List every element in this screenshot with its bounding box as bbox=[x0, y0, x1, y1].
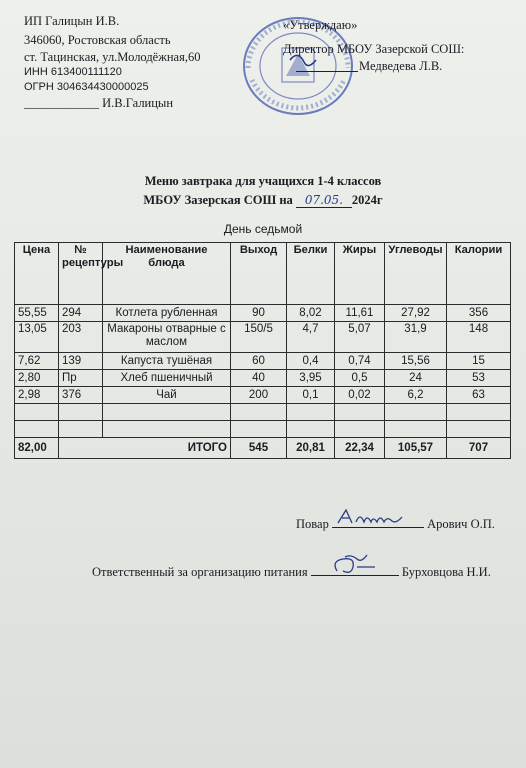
director-name: Медведева Л.В. bbox=[359, 59, 443, 73]
year-suffix: 2024г bbox=[351, 193, 383, 207]
responsible-signature-blank bbox=[311, 563, 399, 576]
cell-dish: Хлеб пшеничный bbox=[103, 370, 231, 387]
cell-recipe: 139 bbox=[59, 353, 103, 370]
table-row bbox=[15, 322, 511, 353]
cell-recipe: 294 bbox=[59, 305, 103, 322]
table-header-row bbox=[15, 243, 511, 305]
header-carbs: Углеводы bbox=[385, 243, 447, 305]
cell-fats: 0,74 bbox=[335, 353, 385, 370]
total-output: 545 bbox=[231, 438, 287, 459]
table-row bbox=[15, 387, 511, 404]
table-row bbox=[15, 353, 511, 370]
director-position: Директор МБОУ Зазерской СОШ: bbox=[283, 42, 465, 56]
table-row-empty bbox=[15, 404, 511, 421]
cell-price: 2,98 bbox=[15, 387, 59, 404]
school-prefix: МБОУ Зазерская СОШ на bbox=[143, 193, 293, 207]
cell-dish: Чай bbox=[103, 387, 231, 404]
total-price: 82,00 bbox=[15, 438, 59, 459]
cell-proteins: 0,1 bbox=[287, 387, 335, 404]
header-recipe-number: № рецептуры bbox=[59, 243, 103, 305]
total-proteins: 20,81 bbox=[287, 438, 335, 459]
org-address-street: ст. Тацинская, ул.Молодёжная,60 bbox=[24, 50, 201, 64]
cell-recipe: 203 bbox=[59, 322, 103, 353]
total-calories: 707 bbox=[447, 438, 511, 459]
cell-proteins: 8,02 bbox=[287, 305, 335, 322]
header-output: Выход bbox=[231, 243, 287, 305]
cook-signature-line bbox=[296, 515, 495, 532]
cell-carbs: 27,92 bbox=[385, 305, 447, 322]
org-signature-line: ____________ И.В.Галицын bbox=[24, 96, 174, 110]
total-carbs: 105,57 bbox=[385, 438, 447, 459]
cell-fats: 0,5 bbox=[335, 370, 385, 387]
header-price: Цена bbox=[15, 243, 59, 305]
handwritten-date: 07.05. bbox=[296, 193, 352, 208]
menu-title: Меню завтрака для учащихся 1-4 классов bbox=[144, 174, 382, 188]
table-total-row bbox=[15, 438, 511, 459]
cell-output: 60 bbox=[231, 353, 287, 370]
table-row bbox=[15, 305, 511, 322]
cook-handwritten-signature bbox=[336, 507, 416, 527]
menu-table bbox=[14, 242, 511, 459]
cook-signature-blank bbox=[332, 515, 424, 528]
table-row-empty bbox=[15, 421, 511, 438]
cell-fats: 11,61 bbox=[335, 305, 385, 322]
cell-output: 150/5 bbox=[231, 322, 287, 353]
cell-proteins: 4,7 bbox=[287, 322, 335, 353]
header-dish-name: Наименование блюда bbox=[103, 243, 231, 305]
cell-output: 40 bbox=[231, 370, 287, 387]
responsible-label: Ответственный за организацию питания bbox=[92, 565, 308, 579]
responsible-name: Бурховцова Н.И. bbox=[401, 565, 491, 579]
cell-output: 200 bbox=[231, 387, 287, 404]
cook-label: Повар bbox=[296, 517, 329, 531]
cell-fats: 0,02 bbox=[335, 387, 385, 404]
org-inn: ИНН 613400111120 bbox=[24, 66, 122, 78]
cell-dish: Котлета рубленная bbox=[103, 305, 231, 322]
cell-calories: 148 bbox=[447, 322, 511, 353]
cell-carbs: 24 bbox=[385, 370, 447, 387]
header-fats: Жиры bbox=[335, 243, 385, 305]
cell-output: 90 bbox=[231, 305, 287, 322]
cell-dish: Макароны отварные с маслом bbox=[103, 322, 231, 353]
cell-calories: 63 bbox=[447, 387, 511, 404]
cell-recipe: 376 bbox=[59, 387, 103, 404]
cell-calories: 15 bbox=[447, 353, 511, 370]
org-ogrn: ОГРН 304634430000025 bbox=[24, 81, 149, 93]
cell-proteins: 0,4 bbox=[287, 353, 335, 370]
cell-price: 7,62 bbox=[15, 353, 59, 370]
cell-carbs: 6,2 bbox=[385, 387, 447, 404]
menu-subtitle bbox=[0, 193, 526, 208]
table-row bbox=[15, 370, 511, 387]
responsible-signature-line bbox=[92, 563, 491, 580]
day-label: День седьмой bbox=[223, 222, 303, 236]
responsible-handwritten-signature bbox=[329, 553, 381, 577]
org-name: ИП Галицын И.В. bbox=[24, 14, 120, 28]
cell-dish: Капуста тушёная bbox=[103, 353, 231, 370]
cell-calories: 53 bbox=[447, 370, 511, 387]
header-calories: Калории bbox=[447, 243, 511, 305]
total-label: ИТОГО bbox=[59, 438, 231, 459]
cell-price: 2,80 bbox=[15, 370, 59, 387]
approve-label: «Утверждаю» bbox=[283, 18, 358, 32]
org-address-region: 346060, Ростовская область bbox=[24, 33, 171, 47]
cell-carbs: 31,9 bbox=[385, 322, 447, 353]
cook-name: Арович О.П. bbox=[427, 517, 495, 531]
cell-carbs: 15,56 bbox=[385, 353, 447, 370]
cell-fats: 5,07 bbox=[335, 322, 385, 353]
cell-calories: 356 bbox=[447, 305, 511, 322]
director-signature-blank bbox=[296, 59, 358, 72]
header-proteins: Белки bbox=[287, 243, 335, 305]
total-fats: 22,34 bbox=[335, 438, 385, 459]
cell-proteins: 3,95 bbox=[287, 370, 335, 387]
cell-recipe: Пр bbox=[59, 370, 103, 387]
cell-price: 13,05 bbox=[15, 322, 59, 353]
cell-price: 55,55 bbox=[15, 305, 59, 322]
